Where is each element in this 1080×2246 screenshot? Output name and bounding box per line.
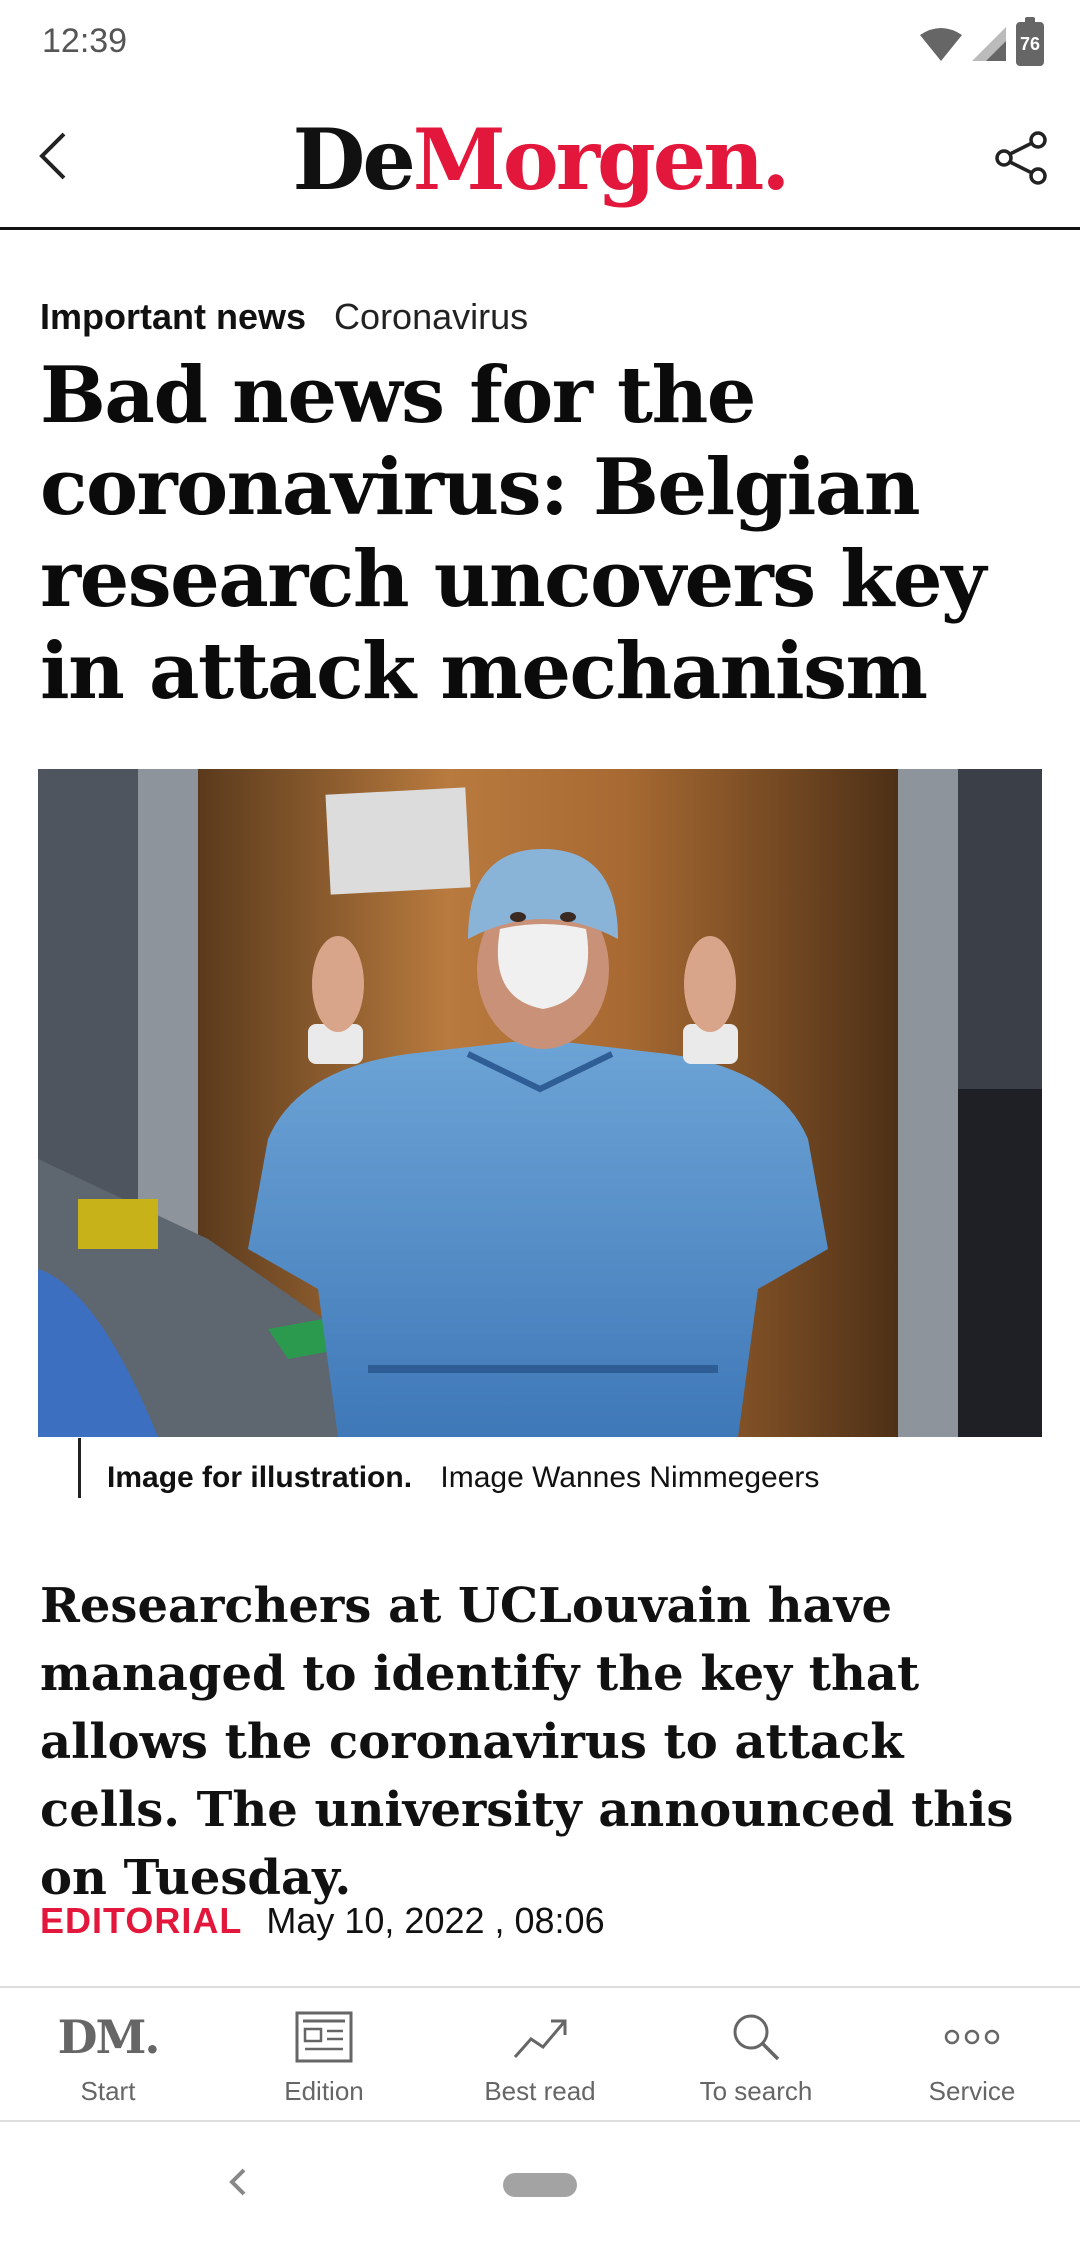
nav-service-label: Service	[928, 2076, 1016, 2106]
system-nav-bar	[0, 2122, 1080, 2246]
byline	[40, 1900, 605, 1942]
kicker-category[interactable]: Coronavirus	[334, 296, 529, 337]
trend-icon	[511, 2011, 569, 2063]
newspaper-icon	[295, 2011, 353, 2063]
wifi-icon	[920, 27, 962, 61]
system-back-button[interactable]	[218, 2162, 258, 2202]
app-header	[0, 88, 1080, 230]
status-time: 12:39	[42, 22, 128, 60]
byline-source[interactable]: EDITORIAL	[40, 1900, 243, 1941]
nav-search[interactable]	[648, 1988, 864, 2120]
more-icon	[942, 2027, 1002, 2047]
dm-logo-icon: DM.	[57, 2010, 159, 2064]
de-morgen-logo: DeMorgen.	[292, 110, 788, 209]
chevron-left-icon	[218, 2162, 258, 2202]
nav-best-read-label: Best read	[484, 2076, 596, 2106]
system-home-pill[interactable]	[503, 2173, 577, 2197]
nav-edition-label: Edition	[284, 2076, 364, 2106]
nav-service[interactable]	[864, 1988, 1080, 2120]
cell-signal-icon	[972, 27, 1006, 61]
healthcare-worker-photo	[38, 769, 1042, 1437]
kicker	[40, 296, 1040, 338]
caption-credit: Image Wannes Nimmegeers	[440, 1461, 820, 1494]
nav-start[interactable]	[0, 1988, 216, 2120]
nav-start-label: Start	[80, 2076, 136, 2106]
byline-date: May 10, 2022 , 08:06	[266, 1900, 605, 1941]
kicker-important[interactable]: Important news	[40, 296, 307, 337]
headline: Bad news for the coronavirus: Belgian research uncovers key in attack mechanism	[40, 350, 985, 717]
nav-best-read[interactable]	[432, 1988, 648, 2120]
image-caption	[78, 1438, 819, 1498]
battery-icon: 76	[1016, 22, 1044, 66]
article-lead: Researchers at UCLouvain have managed to identify the key that allows the coronavirus to attack cells. The university announced this on Tuesday.	[40, 1578, 1014, 1906]
bottom-nav	[0, 1986, 1080, 2122]
nav-edition[interactable]	[216, 1988, 432, 2120]
article	[40, 230, 1040, 718]
status-bar	[0, 0, 1080, 88]
share-button[interactable]	[992, 128, 1052, 188]
nav-search-label: To search	[699, 2076, 813, 2106]
status-icons	[920, 22, 1044, 66]
share-icon	[992, 128, 1052, 188]
search-icon	[730, 2011, 782, 2063]
caption-text: Image for illustration.	[107, 1461, 413, 1494]
hero-image[interactable]	[38, 769, 1042, 1437]
